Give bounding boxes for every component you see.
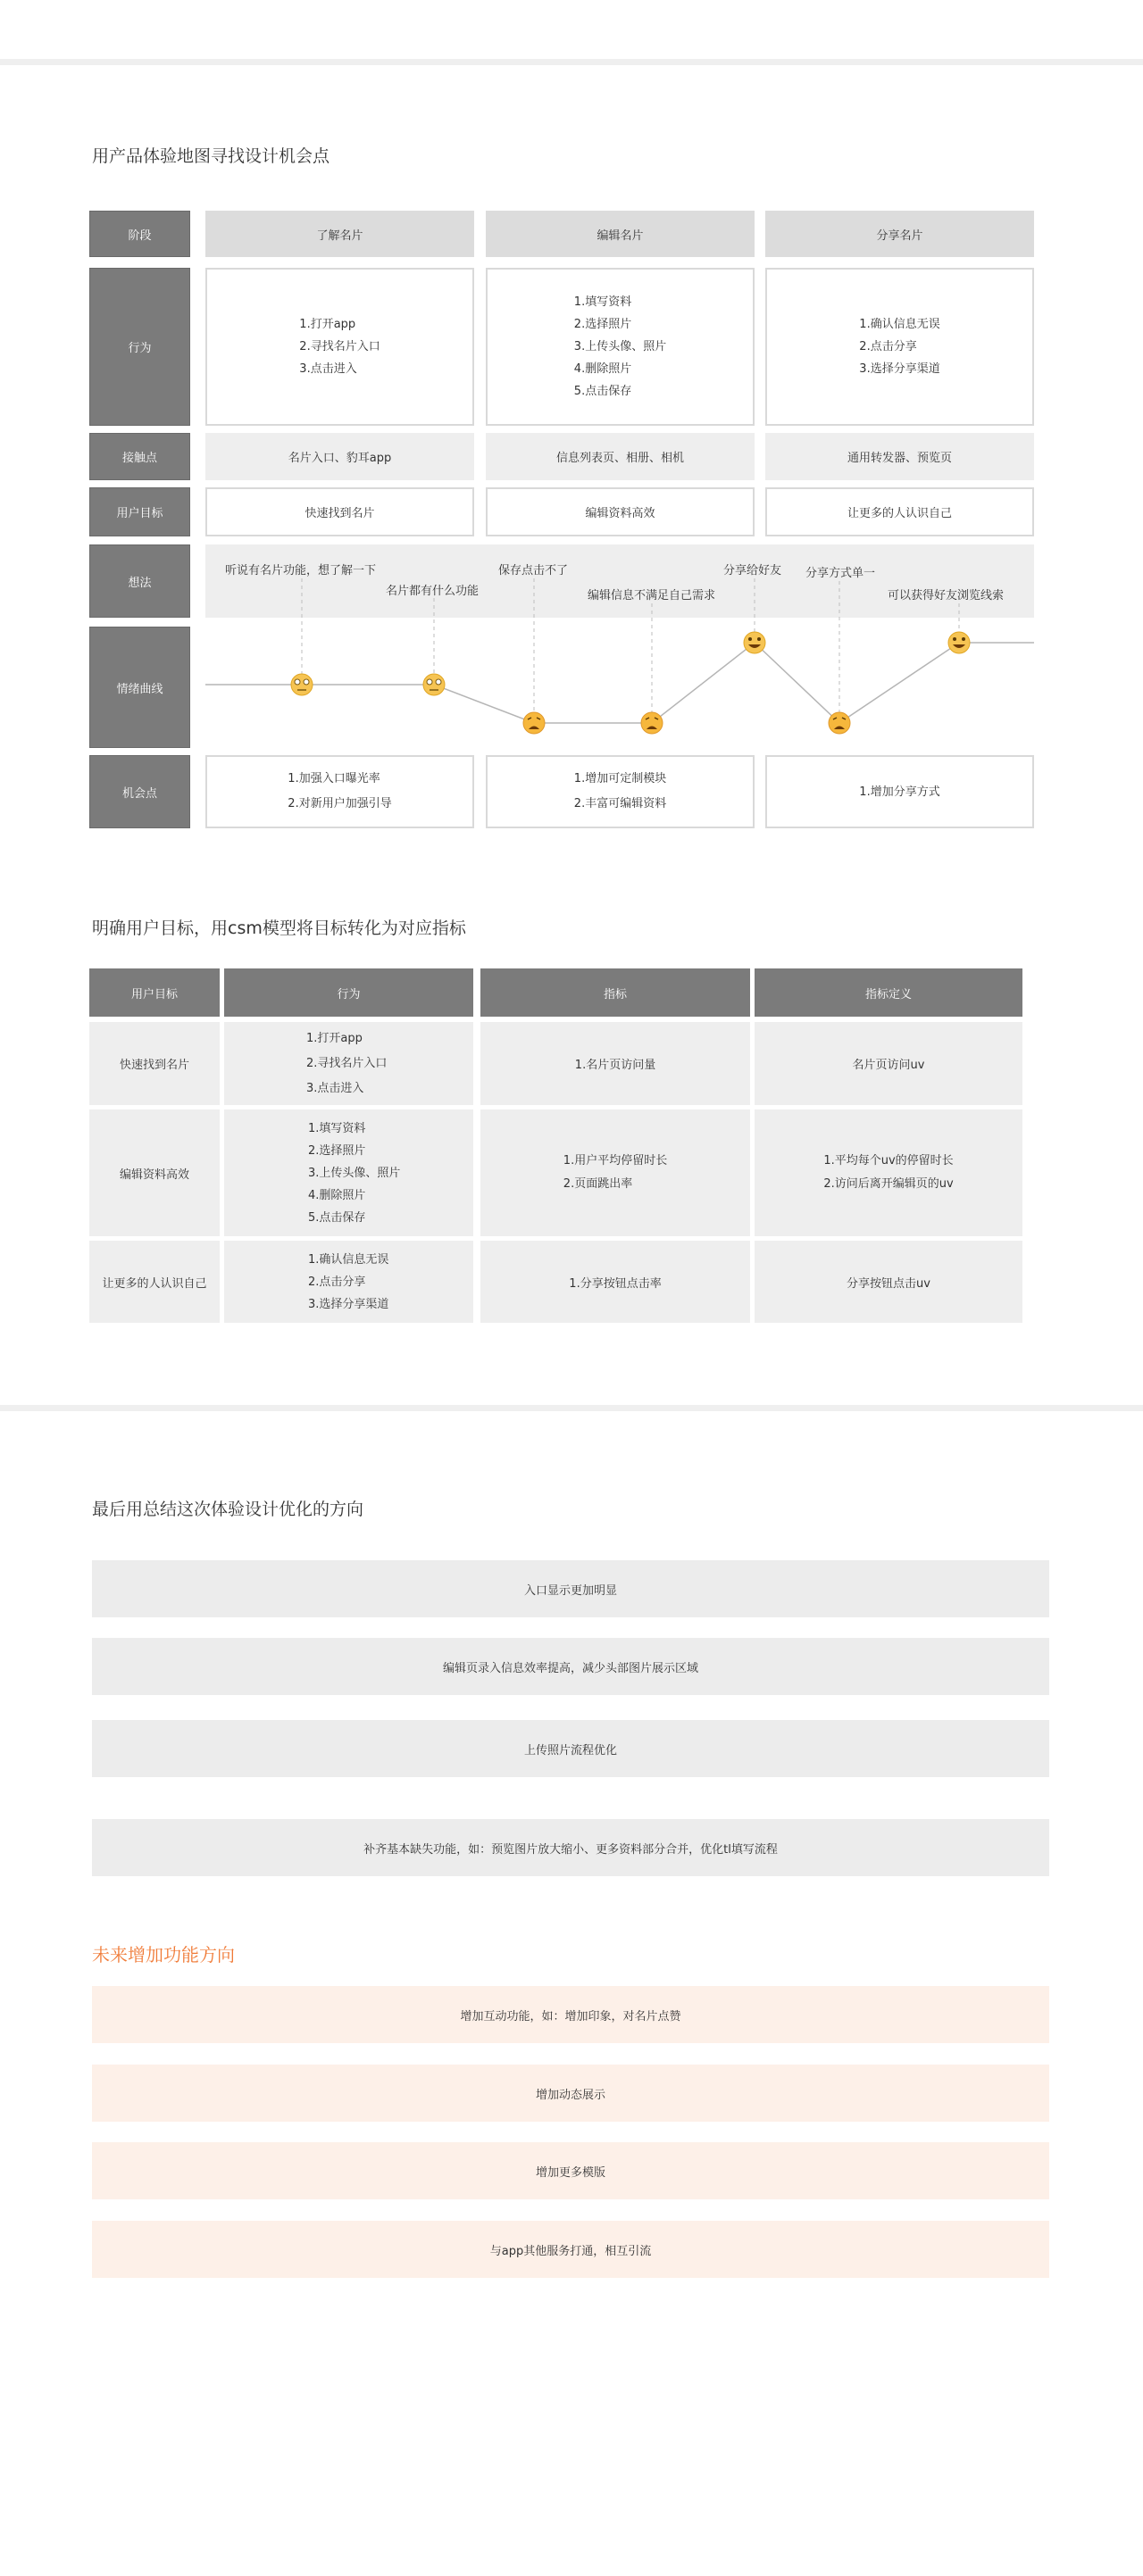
opportunity-cell	[765, 755, 1034, 828]
table-cell-behavior	[224, 1241, 473, 1323]
touchpoint-cell: 通用转发器、预览页	[765, 433, 1034, 480]
metric-list	[563, 1150, 667, 1196]
table-cell-metric: 1.名片页访问量	[480, 1022, 750, 1105]
table-cell-behavior	[224, 1022, 473, 1105]
list-item: 2.寻找名片入口	[299, 340, 380, 353]
table-header: 指标	[480, 968, 750, 1017]
behavior-list	[308, 1249, 388, 1316]
table-cell-metric	[480, 1109, 750, 1236]
touchpoint-cell: 信息列表页、相册、相机	[486, 433, 755, 480]
thought-connectors	[302, 578, 959, 723]
future-item: 增加动态展示	[92, 2065, 1049, 2122]
table-cell-behavior	[224, 1109, 473, 1236]
thought-text: 可以获得好友浏览线索	[888, 589, 1005, 602]
list-item: 5.点击保存	[308, 1210, 366, 1225]
list-item: 4.删除照片	[308, 1188, 366, 1202]
table-header: 用户目标	[89, 968, 220, 1017]
section2-title: 明确用户目标，用csm模型将目标转化为对应指标	[92, 918, 466, 938]
list-item: 2.对新用户加强引导	[288, 797, 392, 810]
thought-text: 名片都有什么功能	[386, 585, 480, 598]
opportunity-cell	[486, 755, 755, 828]
summary-item: 上传照片流程优化	[92, 1720, 1049, 1777]
list-item: 3.选择分享渠道	[859, 362, 940, 376]
table-cell-definition: 分享按钮点击uv	[755, 1241, 1022, 1323]
emotion-curve	[0, 0, 1143, 803]
list-item: 1.打开app	[299, 318, 356, 331]
goal-label: 用户目标	[89, 487, 190, 536]
summary-item: 编辑页录入信息效率提高，减少头部图片展示区域	[92, 1638, 1049, 1695]
list-item: 2.访问后离开编辑页的uv	[823, 1177, 954, 1191]
future-item: 增加互动功能，如：增加印象，对名片点赞	[92, 1986, 1049, 2043]
section4-title: 未来增加功能方向	[92, 1944, 235, 1965]
future-item: 增加更多模版	[92, 2142, 1049, 2199]
list-item: 1.增加分享方式	[859, 785, 940, 799]
goal-cell: 编辑资料高效	[486, 487, 755, 536]
goal-cell: 让更多的人认识自己	[765, 487, 1034, 536]
list-item: 3.点击进入	[299, 362, 357, 376]
table-cell-definition: 名片页访问uv	[755, 1022, 1022, 1105]
list-item: 3.点击进入	[306, 1081, 364, 1095]
table-header: 指标定义	[755, 968, 1022, 1017]
list-item: 2.点击分享	[308, 1275, 366, 1289]
list-item: 2.页面跳出率	[563, 1177, 633, 1191]
thought-text: 听说有名片功能，想了解一下	[225, 564, 377, 578]
list-item: 1.确认信息无误	[859, 318, 940, 331]
table-header: 行为	[224, 968, 473, 1017]
section1-title: 用产品体验地图寻找设计机会点	[92, 146, 330, 166]
touchpoint-cell: 名片入口、豹耳app	[205, 433, 474, 480]
neutral-face-icon	[423, 674, 445, 695]
list-item: 2.选择照片	[308, 1143, 366, 1158]
opportunity-list	[288, 767, 391, 817]
table-cell-goal: 快速找到名片	[89, 1022, 220, 1105]
neutral-face-icon	[291, 674, 313, 695]
happy-face-icon	[948, 632, 970, 653]
table-cell-goal: 让更多的人认识自己	[89, 1241, 220, 1323]
list-item: 3.上传头像、照片	[308, 1166, 401, 1180]
thought-text: 编辑信息不满足自己需求	[588, 589, 716, 602]
thought-text: 分享方式单一	[805, 567, 876, 580]
summary-item: 补齐基本缺失功能，如：预览图片放大缩小、更多资料部分合并，优化tl填写流程	[92, 1819, 1049, 1876]
list-item: 1.用户平均停留时长	[563, 1154, 668, 1168]
sad-face-icon	[523, 712, 545, 734]
list-item: 1.填写资料	[573, 295, 632, 309]
stage-header: 编辑名片	[486, 211, 755, 257]
middle-divider	[0, 1405, 1143, 1411]
list-item: 1.填写资料	[308, 1121, 366, 1135]
list-item: 2.选择照片	[573, 318, 632, 331]
future-item: 与app其他服务打通，相互引流	[92, 2221, 1049, 2278]
list-item: 1.打开app	[306, 1031, 363, 1045]
stage-header: 分享名片	[765, 211, 1034, 257]
opportunity-list	[574, 767, 666, 817]
sad-face-icon	[641, 712, 663, 734]
thought-text: 分享给好友	[723, 564, 782, 578]
stage-label: 阶段	[89, 211, 190, 257]
emotion-line	[205, 643, 1034, 723]
list-item: 2.点击分享	[859, 340, 917, 353]
opportunity-list	[859, 781, 939, 803]
list-item: 4.删除照片	[573, 362, 632, 376]
opportunity-label: 机会点	[89, 755, 190, 828]
list-item: 5.点击保存	[573, 385, 632, 398]
list-item: 1.平均每个uv的停留时长	[823, 1154, 954, 1168]
list-item: 1.确认信息无误	[308, 1252, 389, 1267]
summary-item: 入口显示更加明显	[92, 1560, 1049, 1617]
thought-text: 保存点击不了	[498, 564, 569, 578]
goal-cell: 快速找到名片	[205, 487, 474, 536]
happy-face-icon	[744, 632, 765, 653]
behavior-list	[308, 1118, 400, 1229]
list-item: 1.加强入口曝光率	[288, 772, 380, 785]
behavior-list	[306, 1026, 387, 1101]
touchpoint-label: 接触点	[89, 433, 190, 480]
list-item: 2.丰富可编辑资料	[573, 797, 667, 810]
list-item: 3.选择分享渠道	[308, 1297, 389, 1311]
table-cell-definition	[755, 1109, 1022, 1236]
emotion-label: 情绪曲线	[89, 627, 190, 748]
thought-label: 想法	[89, 544, 190, 618]
behavior-label: 行为	[89, 268, 190, 426]
stage-header: 了解名片	[205, 211, 474, 257]
list-item: 2.寻找名片入口	[306, 1056, 388, 1070]
table-cell-goal: 编辑资料高效	[89, 1109, 220, 1236]
opportunity-cell	[205, 755, 474, 828]
list-item: 1.增加可定制模块	[573, 772, 667, 785]
section3-title: 最后用总结这次体验设计优化的方向	[92, 1500, 364, 1519]
sad-face-icon	[829, 712, 850, 734]
list-item: 3.上传头像、照片	[573, 340, 667, 353]
definition-list	[823, 1150, 953, 1196]
table-cell-metric: 1.分享按钮点击率	[480, 1241, 750, 1323]
